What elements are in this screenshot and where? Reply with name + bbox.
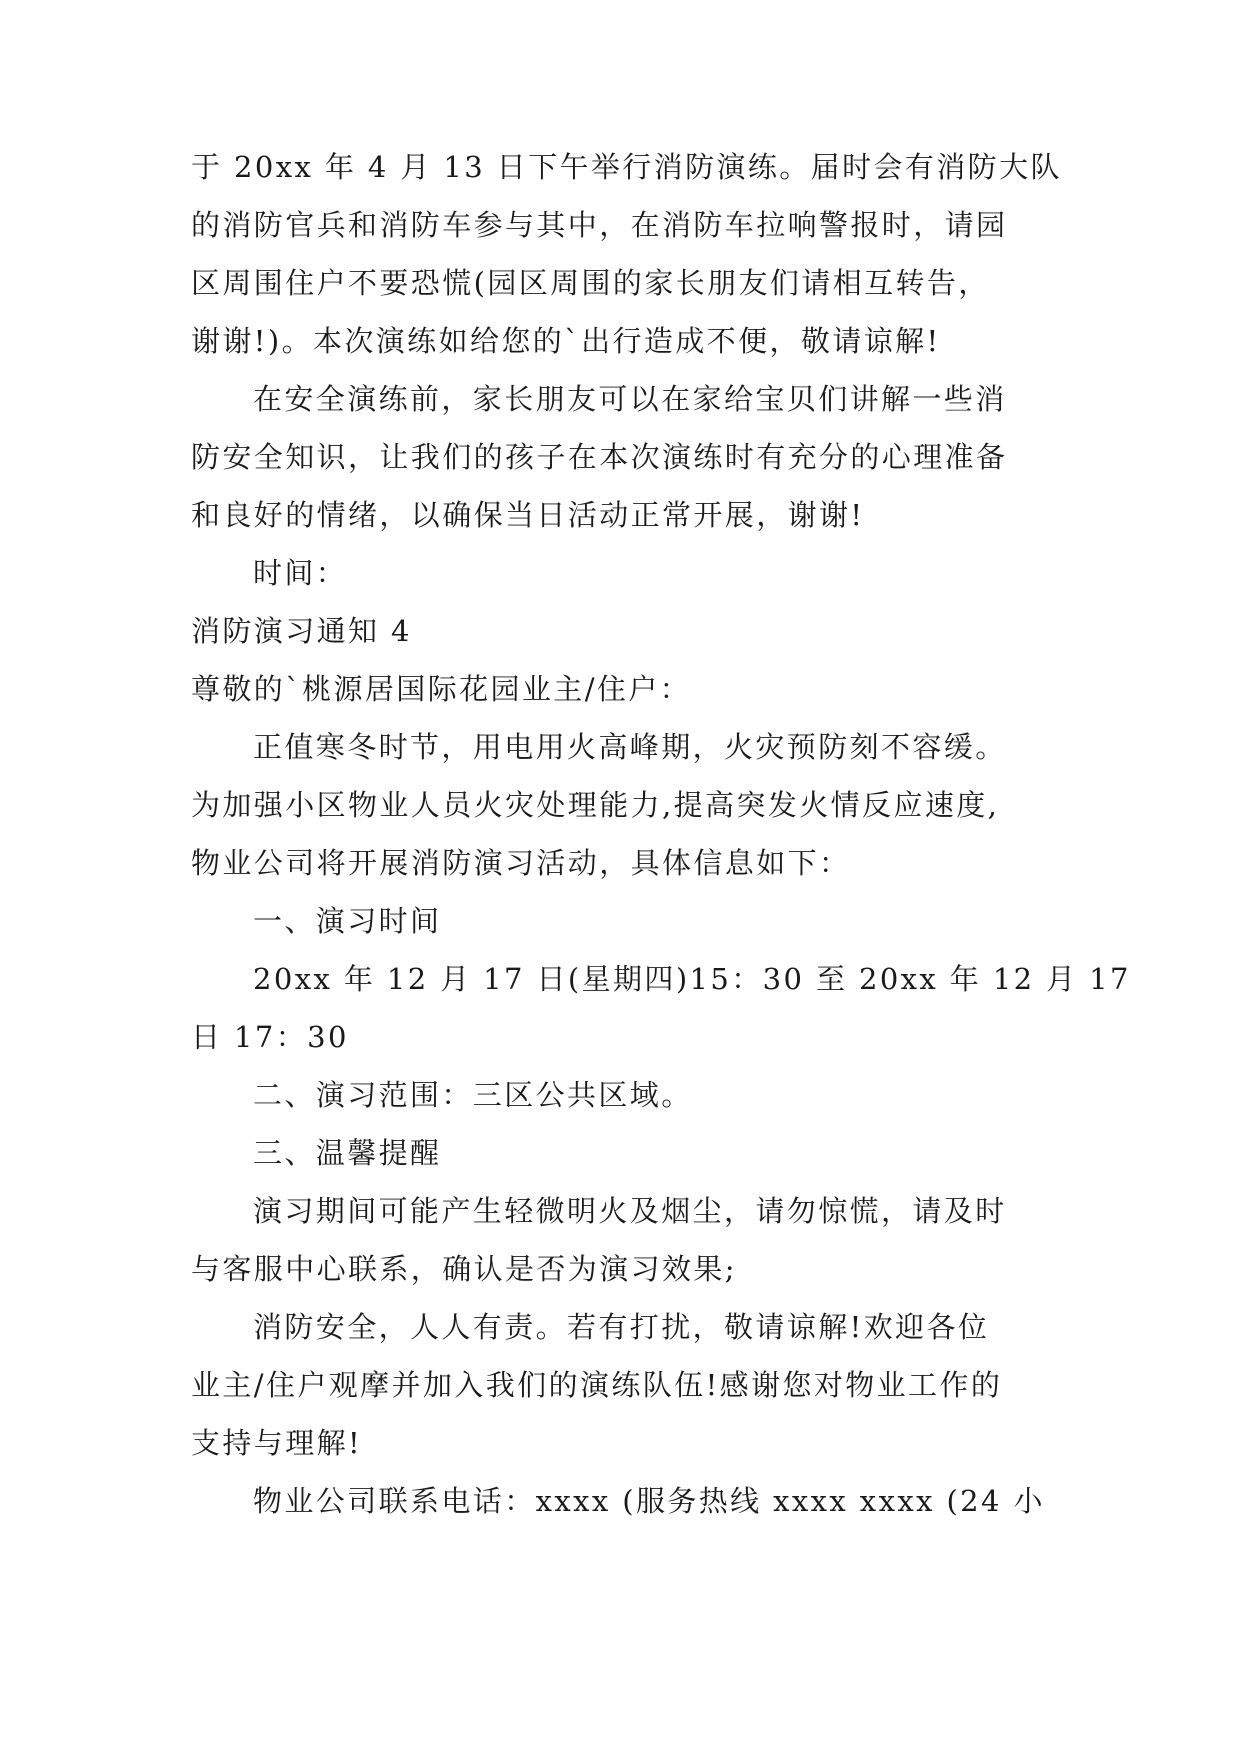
paragraph-line: 20xx 年 12 月 17 日(星期四)15：30 至 20xx 年 12 月 17 (253, 962, 1131, 996)
paragraph-line: 正值寒冬时节，用电用火高峰期，火灾预防刻不容缓。 (253, 730, 1007, 764)
heading-scope: 二、演习范围：三区公共区域。 (253, 1078, 693, 1112)
paragraph-line: 在安全演练前，家长朋友可以在家给宝贝们讲解一些消 (253, 382, 1007, 416)
paragraph-line: 谢谢!)。本次演练如给您的`出行造成不便，敬请谅解! (191, 324, 941, 358)
paragraph-line: 为加强小区物业人员火灾处理能力,提高突发火情反应速度, (191, 788, 1000, 822)
paragraph-line: 和良好的情绪，以确保当日活动正常开展，谢谢! (191, 498, 865, 532)
paragraph-line: 防安全知识，让我们的孩子在本次演练时有充分的心理准备 (191, 440, 1008, 474)
paragraph-line: 演习期间可能产生轻微明火及烟尘，请勿惊慌，请及时 (253, 1194, 1007, 1228)
paragraph-line: 消防安全，人人有责。若有打扰，敬请谅解!欢迎各位 (253, 1310, 990, 1344)
paragraph-line: 业主/住户观摩并加入我们的演练队伍!感谢您对物业工作的 (191, 1368, 1003, 1402)
paragraph-line: 物业公司将开展消防演习活动，具体信息如下： (191, 846, 851, 880)
section-title: 消防演习通知 4 (191, 614, 412, 648)
time-label: 时间： (253, 556, 348, 590)
contact-line: 物业公司联系电话：xxxx (服务热线 xxxx xxxx (24 小 (253, 1484, 1045, 1518)
paragraph-line: 日 17：30 (191, 1020, 349, 1054)
paragraph-line: 与客服中心联系，确认是否为演习效果; (191, 1252, 737, 1286)
paragraph-line: 的消防官兵和消防车参与其中，在消防车拉响警报时，请园 (191, 208, 1008, 242)
paragraph-line: 于 20xx 年 4 月 13 日下午举行消防演练。届时会有消防大队 (191, 150, 1062, 184)
paragraph-line: 区周围住户不要恐慌(园区周围的家长朋友们请相互转告， (191, 266, 990, 300)
paragraph-line: 支持与理解! (191, 1426, 363, 1460)
heading-time: 一、演习时间 (253, 904, 442, 938)
heading-reminder: 三、温馨提醒 (253, 1136, 442, 1170)
salutation: 尊敬的`桃源居国际花园业主/住户： (191, 672, 692, 706)
